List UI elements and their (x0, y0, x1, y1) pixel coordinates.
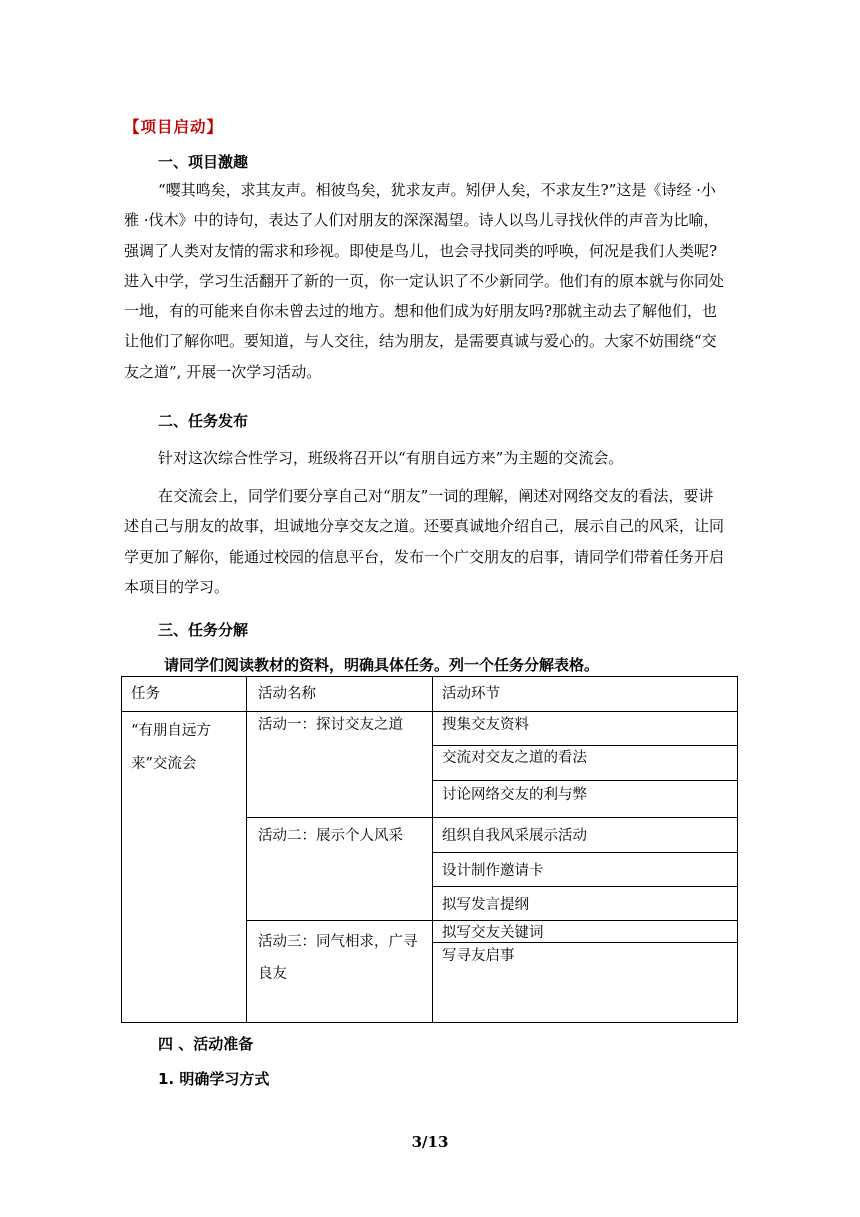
page-number: 3/13 (411, 1133, 449, 1151)
text-line: 学更加了解你，能通过校园的信息平台，发布一个广交朋友的启事，请同学们带着任务开启 (124, 547, 725, 566)
heading-task-breakdown: 三、任务分解 (158, 621, 249, 639)
activity-step: 拟写发言提纲 (442, 897, 529, 913)
activity-step: 搜集交友资料 (442, 717, 529, 733)
activity-step: 拟写交友关键词 (442, 925, 544, 941)
section-label: 【项目启动】 (124, 118, 224, 136)
task-breakdown-instruction: 请同学们阅读教材的资料，明确具体任务。列一个任务分解表格。 (164, 656, 600, 674)
task-cell-line: 来”交流会 (131, 756, 197, 772)
activity-one: 活动一：探讨交友之道 (258, 717, 403, 733)
activity-step: 组织自我风采展示活动 (442, 828, 587, 844)
text-line: 进入中学，学习生活翻开了新的一页，你一定认识了不少新同学。他们有的原本就与你同处 (124, 271, 725, 290)
text-line: 本项目的学习。 (124, 577, 230, 596)
text-line: 在交流会上，同学们要分享自己对“朋友”一词的理解，阐述对网络交友的看法，要讲 (158, 487, 714, 505)
text-line: 友之道”, 开展一次学习活动。 (124, 362, 322, 381)
heading-task-release: 二、任务发布 (158, 412, 249, 430)
text-line: 雅 ·伐木》中的诗句，表达了人们对朋友的深深渴望。诗人以鸟儿寻找伙伴的声音为比喻， (124, 211, 719, 230)
text-line: 一地，有的可能来自你未曾去过的地方。想和他们成为好朋友吗?那就主动去了解他们，也 (124, 302, 718, 321)
activity-step: 交流对交友之道的看法 (442, 750, 587, 766)
table-header-task: 任务 (131, 686, 160, 702)
text-line: 让他们了解你吧。要知道，与人交往，结为朋友，是需要真诚与爱心的。大家不妨围绕“交 (124, 332, 717, 351)
table-header-activity-name: 活动名称 (258, 686, 316, 702)
text-line: 针对这次综合性学习，班级将召开以“有朋自远方来”为主题的交流会。 (158, 449, 624, 467)
activity-step: 讨论网络交友的利与弊 (442, 787, 587, 803)
table-header-activity-steps: 活动环节 (442, 686, 500, 702)
task-cell-line: “有朋自远方 (131, 723, 211, 739)
heading-project-motivation: 一、项目激趣 (158, 153, 249, 171)
activity-three-line: 活动三：同气相求，广寻 (258, 934, 418, 950)
text-line: “嘤其鸣矣，求其友声。相彼鸟矣，犹求友声。矧伊人矣，不求友生?”这是《诗经 ·小 (158, 181, 716, 199)
heading-activity-prep: 四 、活动准备 (158, 1035, 254, 1053)
activity-step: 写寻友启事 (442, 948, 515, 964)
activity-three-line: 良友 (258, 966, 287, 982)
text-line: 述自己与朋友的故事，坦诚地分享交友之道。还要真诚地介绍自己，展示自己的风采，让同 (124, 517, 725, 536)
table-border (122, 677, 738, 1023)
activity-two: 活动二：展示个人风采 (258, 828, 403, 844)
text-line: 强调了人类对友情的需求和珍视。即使是鸟儿，也会寻找同类的呼唤，何况是我们人类呢? (124, 241, 718, 260)
heading-learning-method: 1. 明确学习方式 (158, 1070, 270, 1088)
activity-step: 设计制作邀请卡 (442, 863, 544, 879)
